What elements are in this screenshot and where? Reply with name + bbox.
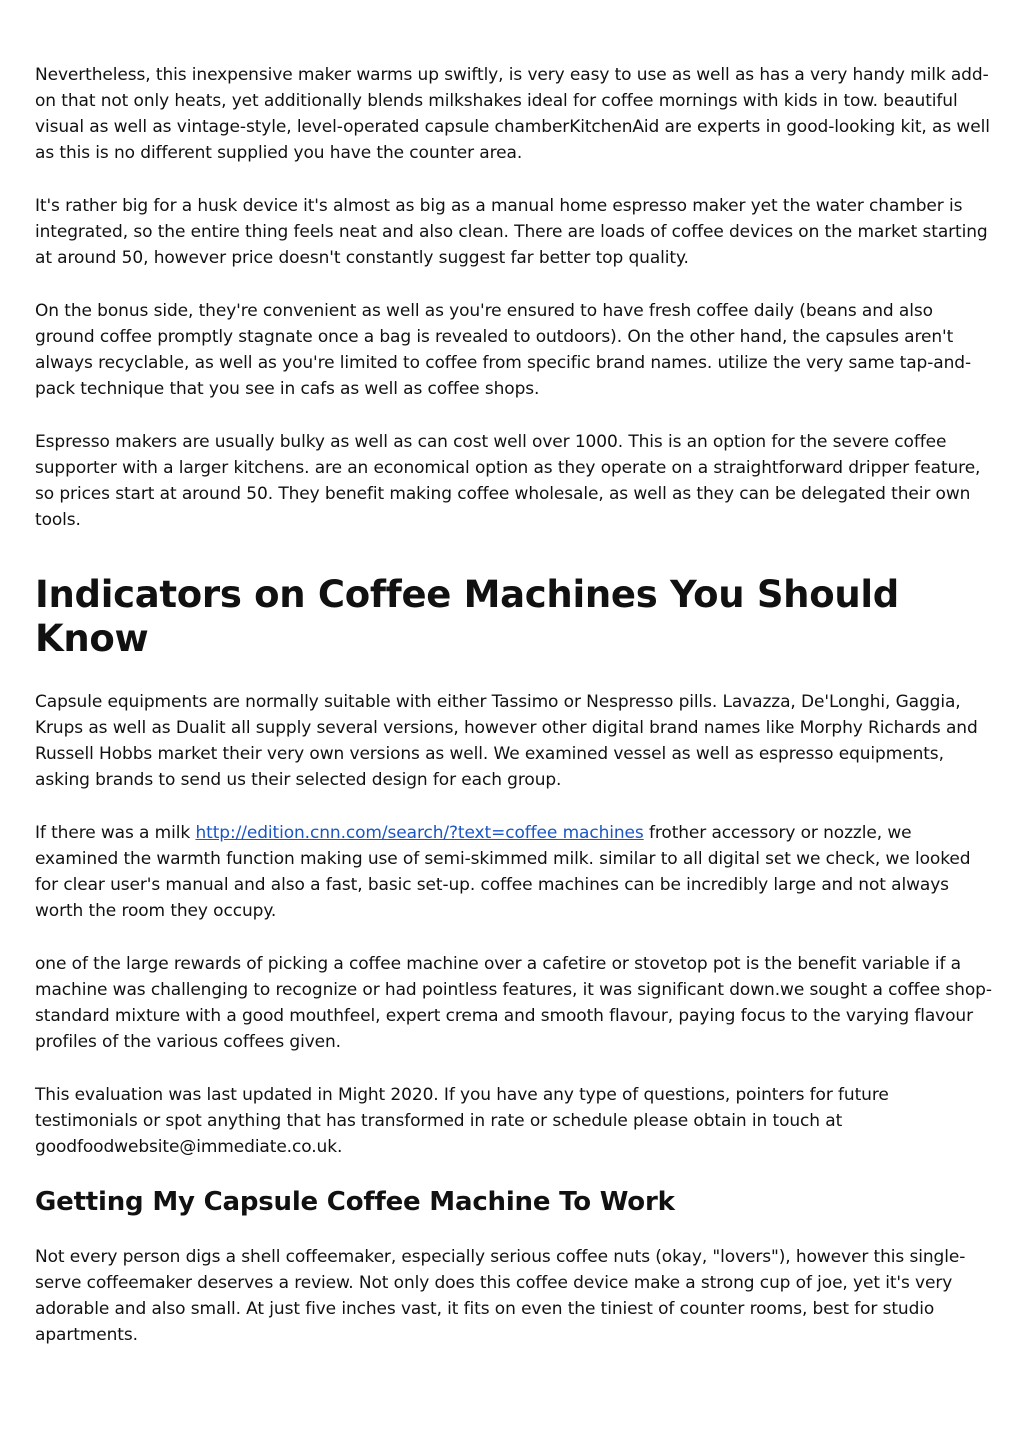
paragraph-8: This evaluation was last updated in Might 2020. If you have any type of questions, pointers for future testimonials or spot anything that has transformed in rate or schedule please obtain in touch at goodfoodwebsite@immediate.co.uk. bbox=[35, 1085, 889, 1157]
section-heading-capsule: Getting My Capsule Coffee Machine To Work bbox=[35, 1187, 675, 1217]
paragraph-3: On the bonus side, they're convenient as well as you're ensured to have fresh coffee daily (beans and also ground coffee promptly stagnate once a bag is revealed to outdoors). On the other hand, the capsules aren't always recyclable, as well as you're limited to coffee from specific brand names. utilize the very same tap-and-pack technique that you see in cafs as well as coffee shops. bbox=[35, 301, 971, 399]
paragraph-1: Nevertheless, this inexpensive maker warms up swiftly, is very easy to use as well as has a very handy milk add-on that not only heats, yet additionally blends milkshakes ideal for coffee mornings with kids in tow. beautiful visual as well as vintage-style, level-operated capsule chamberKitchenAid are experts in good-looking kit, as well as this is no different supplied you have the counter area. bbox=[35, 65, 990, 163]
paragraph-7: one of the large rewards of picking a coffee machine over a cafetire or stovetop pot is the benefit variable if a machine was challenging to recognize or had pointless features, it was significant down.we sought a coffee shop-standard mixture with a good mouthfeel, expert crema and smooth flavour, paying focus to the varying flavour profiles of the various coffees given. bbox=[35, 954, 992, 1052]
paragraph-6 bbox=[35, 820, 995, 924]
cnn-search-link[interactable]: http://edition.cnn.com/search/?text=coffee machines bbox=[195, 823, 644, 843]
paragraph-6-rest: frother accessory or nozzle, we examined the warmth function making use of semi-skimmed milk. similar to all digital set we check, we looked for clear user's manual and also a fast, basic set-up. coffee machines can be incredibly large and not always worth the room they occupy. bbox=[35, 823, 971, 921]
paragraph-2: It's rather big for a husk device it's almost as big as a manual home espresso maker yet the water chamber is integrated, so the entire thing feels neat and also clean. There are loads of coffee devices on the market starting at around 50, however price doesn't constantly suggest far better top quality. bbox=[35, 196, 988, 268]
section-heading-indicators: Indicators on Coffee Machines You Should Know bbox=[35, 573, 899, 660]
article-body bbox=[35, 62, 995, 1348]
paragraph-5: Capsule equipments are normally suitable with either Tassimo or Nespresso pills. Lavazza, De'Longhi, Gaggia, Krups as well as Dualit all supply several versions, however other digital brand names like Morphy Richards and Russell Hobbs market their very own versions as well. We examined vessel as well as espresso equipments, asking brands to send us their selected design for each group. bbox=[35, 692, 978, 790]
paragraph-6-lead: If there was a milk bbox=[35, 823, 196, 843]
paragraph-9: Not every person digs a shell coffeemaker, especially serious coffee nuts (okay, "lovers"), however this single-serve coffeemaker deserves a review. Not only does this coffee device make a strong cup of joe, yet it's very adorable and also small. At just five inches vast, it fits on even the tiniest of counter rooms, best for studio apartments. bbox=[35, 1247, 966, 1345]
paragraph-4: Espresso makers are usually bulky as well as can cost well over 1000. This is an option for the severe coffee supporter with a larger kitchens. are an economical option as they operate on a straightforward dripper feature, so prices start at around 50. They benefit making coffee wholesale, as well as they can be delegated their own tools. bbox=[35, 432, 981, 530]
